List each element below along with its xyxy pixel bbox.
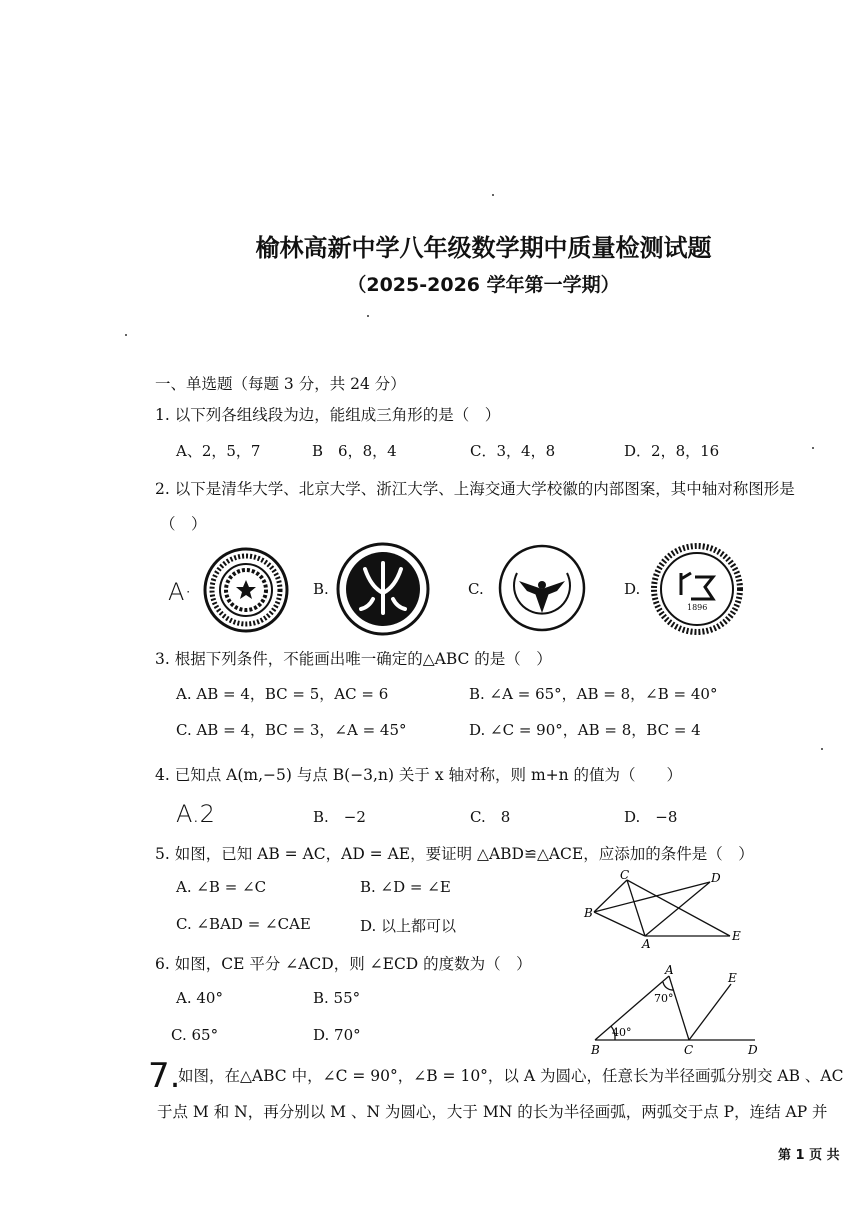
q3-option-d: D. ∠C = 90°，AB = 8，BC = 4 <box>469 721 701 739</box>
q2-option-d: D. <box>624 580 641 598</box>
q5-label-c: C <box>620 868 630 882</box>
q6-label-d: D <box>748 1043 758 1057</box>
question-3-stem: 3. 根据下列条件，不能画出唯一确定的△ABC 的是（ ） <box>155 650 552 668</box>
q3-option-b: B. ∠A = 65°，AB = 8，∠B = 40° <box>469 685 718 703</box>
q5-label-b: B <box>584 906 593 920</box>
q4-option-b: B. −2 <box>313 808 366 826</box>
badge-d-year: 1896 <box>687 603 708 612</box>
q1-option-a: A、2，5，7 <box>176 442 261 460</box>
badge-d-image <box>651 543 743 635</box>
q4-handwritten-a: A.2 <box>176 800 215 828</box>
q5-option-c: C. ∠BAD = ∠CAE <box>176 915 311 933</box>
q6-angle-a: 70° <box>654 992 674 1005</box>
q6-option-b: B. 55° <box>313 989 361 1007</box>
scan-speck <box>367 315 369 317</box>
q2-option-b: B. <box>313 580 329 598</box>
q5-label-e: E <box>732 929 741 943</box>
q5-label-a: A <box>642 937 651 950</box>
question-7-line-2: 于点 M 和 N，再分别以 M 、N 为圆心，大于 MN 的长为半径画弧，两弧交于点 P，连结 AP 并 <box>157 1103 828 1121</box>
question-2-stem: 2. 以下是清华大学、北京大学、浙江大学、上海交通大学校徽的内部图案，其中轴对称图形是 <box>155 480 795 498</box>
question-7-line-1: 如图，在△ABC 中，∠C = 90°，∠B = 10°，以 A 为圆心，任意长为半径画弧分别交 AB 、AC <box>178 1067 844 1085</box>
scan-speck <box>821 748 823 750</box>
q6-label-c: C <box>684 1043 694 1057</box>
q3-option-a: A. AB = 4，BC = 5，AC = 6 <box>176 685 389 703</box>
q6-figure <box>585 962 770 1058</box>
q1-option-b: B 6，8，4 <box>312 442 397 460</box>
q6-option-d: D. 70° <box>313 1026 361 1044</box>
question-5-stem: 5. 如图，已知 AB = AC，AD = AE，要证明 △ABD≌△ACE，应添加的条件是（ ） <box>155 845 754 863</box>
exam-subtitle: （2025-2026 学年第一学期） <box>347 274 620 296</box>
section-heading: 一、单选题（每题 3 分，共 24 分） <box>155 375 406 393</box>
badge-c-image <box>497 543 587 633</box>
question-2-stem-cont: （ ） <box>160 515 207 533</box>
q1-option-d: D．2，8，16 <box>624 442 720 460</box>
q5-figure <box>580 868 750 950</box>
q6-option-c: C. 65° <box>171 1026 219 1044</box>
q6-label-b: B <box>591 1043 600 1057</box>
q5-option-d: D. 以上都可以 <box>360 917 457 935</box>
q2-option-c: C. <box>468 580 484 598</box>
page-footer: 第 1 页 共 <box>778 1148 840 1163</box>
q6-option-a: A. 40° <box>176 989 223 1007</box>
badge-b-image <box>335 541 431 637</box>
q4-option-d: D. −8 <box>624 808 678 826</box>
q5-option-a: A. ∠B = ∠C <box>176 878 267 896</box>
q2-handwritten-a: A· <box>168 578 193 606</box>
q6-angle-b: 40° <box>612 1026 632 1039</box>
question-6-stem: 6. 如图，CE 平分 ∠ACD，则 ∠ECD 的度数为（ ） <box>155 955 532 973</box>
scan-speck <box>492 194 494 196</box>
q7-handwritten-number: 7. <box>148 1056 181 1096</box>
scan-speck <box>812 447 814 449</box>
q5-label-d: D <box>711 871 721 885</box>
scan-speck <box>125 334 127 336</box>
q1-option-c: C．3，4，8 <box>470 442 556 460</box>
q5-option-b: B. ∠D = ∠E <box>360 878 451 896</box>
q6-label-a: A <box>665 963 674 977</box>
question-4-stem: 4. 已知点 A(m,−5) 与点 B(−3,n) 关于 x 轴对称，则 m+n 的值为（ ） <box>155 766 683 784</box>
q4-option-c: C. 8 <box>470 808 511 826</box>
q6-label-e: E <box>728 971 737 985</box>
question-1-stem: 1. 以下列各组线段为边，能组成三角形的是（ ） <box>155 406 501 424</box>
badge-a-image <box>202 546 290 634</box>
q3-option-c: C. AB = 4，BC = 3，∠A = 45° <box>176 721 407 739</box>
exam-title: 榆林高新中学八年级数学期中质量检测试题 <box>255 234 712 262</box>
